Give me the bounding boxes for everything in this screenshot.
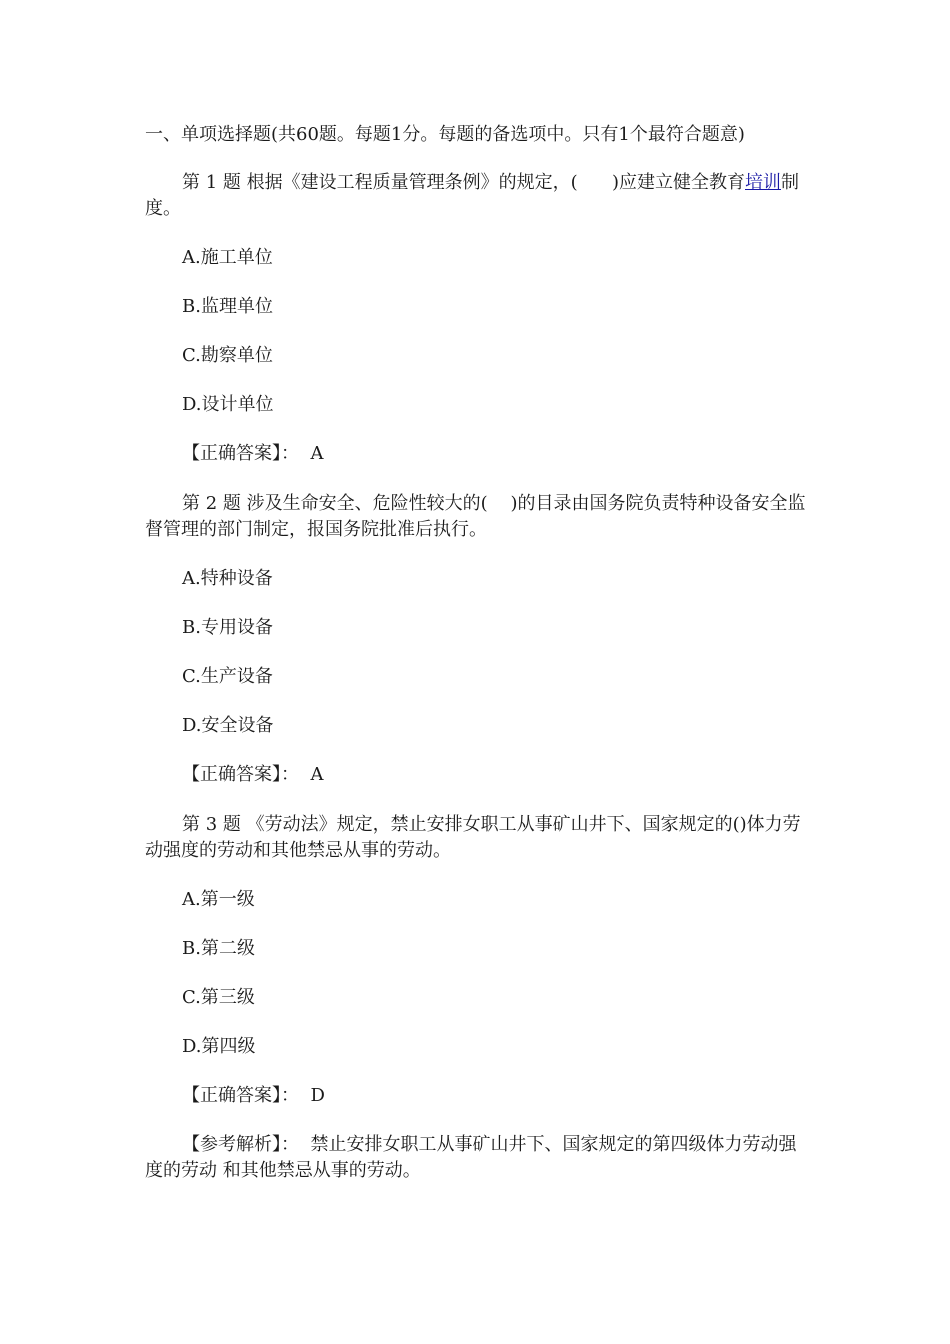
question-3-analysis (145, 1132, 810, 1184)
question-3-option-b: B.第二级 (182, 938, 255, 959)
question-1 (145, 170, 810, 467)
question-1-option-b: B.监理单位 (182, 296, 273, 317)
question-1-stem-text: 第 1 题 根据《建设工程质量管理条例》的规定，( )应建立健全教育 (182, 172, 745, 193)
question-1-answer (145, 441, 810, 467)
answer-value: A (310, 443, 324, 464)
answer-label: 【正确答案】： (182, 443, 299, 464)
question-3-option-d: D.第四级 (182, 1036, 256, 1057)
question-1-stem-tail: 制度。 (145, 172, 799, 219)
answer-value: D (310, 1085, 325, 1106)
question-2-stem: 第 2 题 涉及生命安全、危险性较大的( )的目录由国务院负责特种设备安全监督管理的部门制定，报国务院批准后执行。 (145, 493, 806, 540)
answer-value: A (310, 764, 324, 785)
question-1-option-a: A.施工单位 (182, 247, 273, 268)
answer-label: 【正确答案】： (182, 764, 299, 785)
question-2-answer (145, 762, 810, 788)
question-1-option-d: D.设计单位 (182, 394, 274, 415)
question-3-answer (145, 1083, 810, 1109)
question-3 (145, 812, 810, 1184)
question-1-stem (145, 170, 810, 222)
question-2 (145, 491, 810, 788)
analysis-text: 禁止安排女职工从事矿山井下、国家规定的第四级体力劳动强度的劳动 和其他禁忌从事的劳动。 (145, 1134, 797, 1181)
question-3-option-a: A.第一级 (182, 889, 255, 910)
question-3-option-c: C.第三级 (182, 987, 255, 1008)
question-2-option-b: B.专用设备 (182, 617, 273, 638)
analysis-label: 【参考解析】： (182, 1134, 299, 1155)
document-page (145, 122, 810, 1184)
section-title: 一、单项选择题(共60题。每题1分。每题的备选项中。只有1个最符合题意) (145, 124, 745, 145)
question-2-option-a: A.特种设备 (182, 568, 273, 589)
training-link[interactable]: 培训 (745, 172, 781, 193)
question-2-option-c: C.生产设备 (182, 666, 273, 687)
question-1-option-c: C.勘察单位 (182, 345, 273, 366)
question-3-stem: 第 3 题 《劳动法》规定，禁止安排女职工从事矿山井下、国家规定的()体力劳动强度的劳动和其他禁忌从事的劳动。 (145, 814, 801, 861)
answer-label: 【正确答案】： (182, 1085, 299, 1106)
question-2-option-d: D.安全设备 (182, 715, 274, 736)
